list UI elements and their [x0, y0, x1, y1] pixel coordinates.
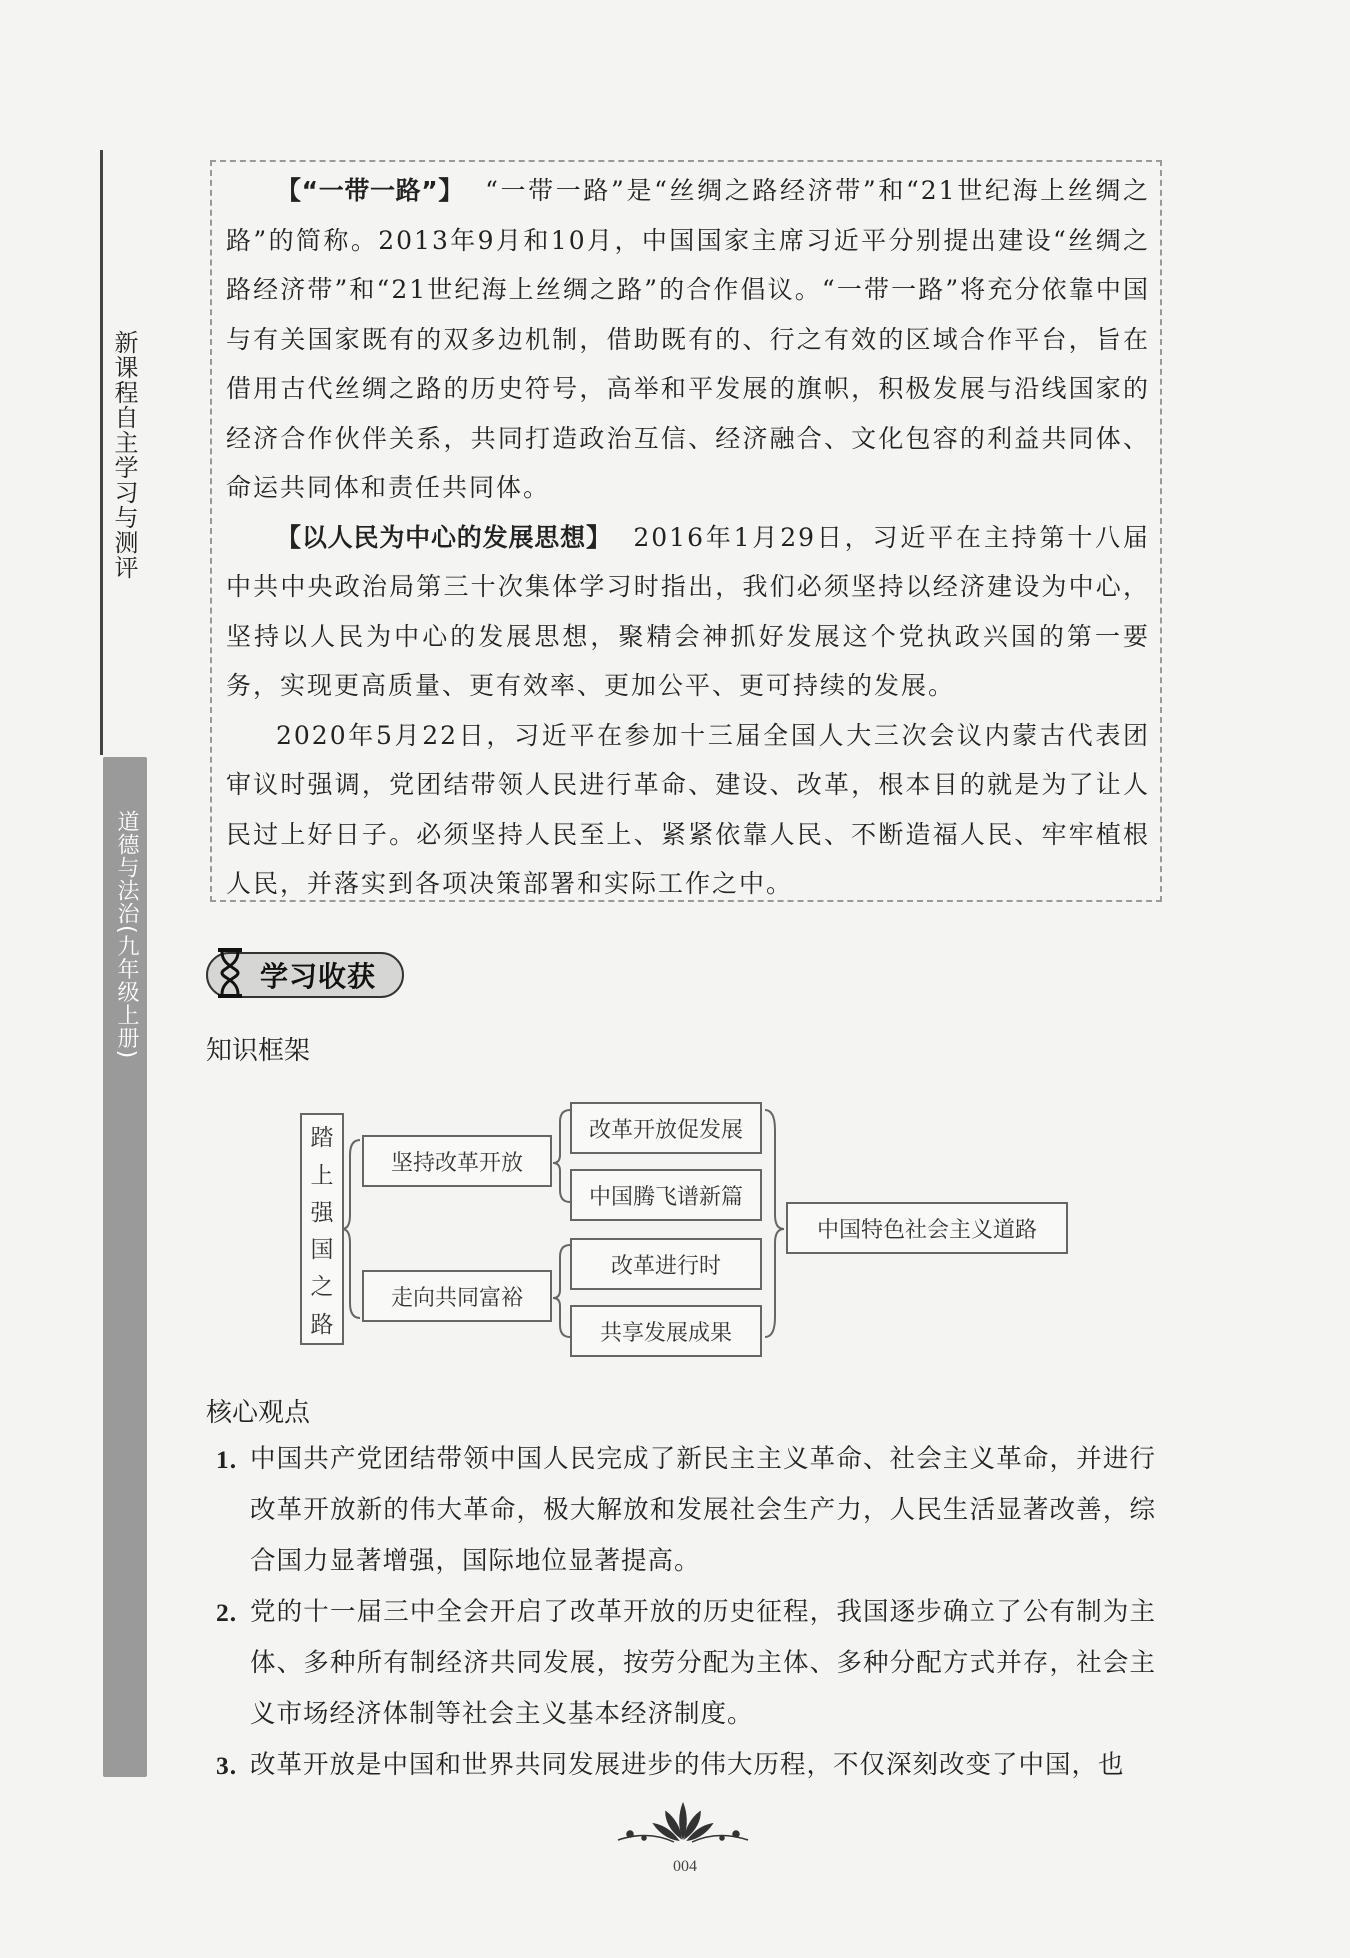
list-item	[216, 1587, 1156, 1740]
leaf-china-soars: 中国腾飞谱新篇	[570, 1169, 762, 1221]
belt-road-body: “一带一路”是“丝绸之路经济带”和“21世纪海上丝绸之路”的简称。2013年9月和10月，中国国家主席习近平分别提出建设“丝绸之路经济带”和“21世纪海上丝绸之路”的合作倡议。“一带一路”将充分依靠中国与有关国家既有的双多边机制，借助既有的、行之有效的区域合作平台，旨在借用古代丝绸之路的历史符号，高举和平发展的旗帜，积极发展与沿线国家的经济合作伙伴关系，共同打造政治互信、经济融合、文化包容的利益共同体、命运共同体和责任共同体。	[226, 176, 1150, 502]
root-char: 踏	[310, 1125, 334, 1152]
list-item	[216, 1434, 1156, 1587]
branch-reform-opening: 坚持改革开放	[362, 1135, 552, 1187]
root-char: 路	[310, 1311, 334, 1338]
people-centered-body: 2016年1月29日，习近平在主持第十八届中共中央政治局第三十次集体学习时指出，我们必须坚持以经济建设为中心，坚持以人民为中心的发展思想，聚精会神抓好发展这个党执政兴国的第一要务，实现更高质量、更有效率、更加公平、更可持续的发展。	[226, 522, 1150, 700]
branch-common-prosperity: 走向共同富裕	[362, 1270, 552, 1322]
item-text: 党的十一届三中全会开启了改革开放的历史征程，我国逐步确立了公有制为主体、多种所有制经济共同发展，按劳分配为主体、多种分配方式并存，社会主义市场经济体制等社会主义基本经济制度。	[250, 1597, 1156, 1729]
core-points-list	[216, 1434, 1156, 1791]
list-item	[216, 1740, 1156, 1791]
leaf-reform-in-progress: 改革进行时	[570, 1238, 762, 1290]
item-number: 1.	[216, 1445, 238, 1474]
item-text: 改革开放是中国和世界共同发展进步的伟大历程，不仅深刻改变了中国，也	[250, 1750, 1125, 1780]
root-char: 之	[310, 1274, 334, 1301]
framework-title: 知识框架	[206, 1036, 311, 1066]
belt-road-heading: 【“一带一路”】	[276, 176, 464, 205]
root-char: 强	[310, 1199, 334, 1226]
root-char: 上	[310, 1162, 334, 1189]
leaf-reform-promotes-development: 改革开放促发展	[570, 1102, 762, 1154]
leaf-ornament-icon	[608, 1800, 758, 1850]
root-char: 国	[310, 1237, 334, 1264]
reading-paragraph-people-supreme: 2020年5月22日，习近平在参加十三届全国人大三次会议内蒙古代表团审议时强调，党团结带领人民进行革命、建设、改革，根本目的就是为了让人民过上好日子。必须坚持人民至上、紧紧依靠人民、不断造福人民、牢牢植根人民，并落实到各项决策部署和实际工作之中。	[226, 720, 1150, 898]
people-centered-heading: 【以人民为中心的发展思想】	[276, 522, 612, 552]
section-banner-label: 学习收获	[260, 960, 377, 993]
item-number: 2.	[216, 1598, 238, 1627]
series-title: 新课程自主学习与测评	[110, 330, 138, 580]
item-number: 3.	[216, 1751, 238, 1780]
result-socialism-road: 中国特色社会主义道路	[786, 1202, 1068, 1254]
page-number: 004	[673, 1858, 697, 1875]
subject-title: 道德与法治(九年级上册)	[114, 810, 139, 1060]
item-text: 中国共产党团结带领中国人民完成了新民主主义革命、社会主义革命，并进行改革开放新的伟大革命，极大解放和发展社会生产力，人民生活显著改善，综合国力显著增强，国际地位显著提高。	[250, 1444, 1156, 1576]
leaf-share-development: 共享发展成果	[570, 1305, 762, 1357]
core-title: 核心观点	[206, 1398, 311, 1428]
